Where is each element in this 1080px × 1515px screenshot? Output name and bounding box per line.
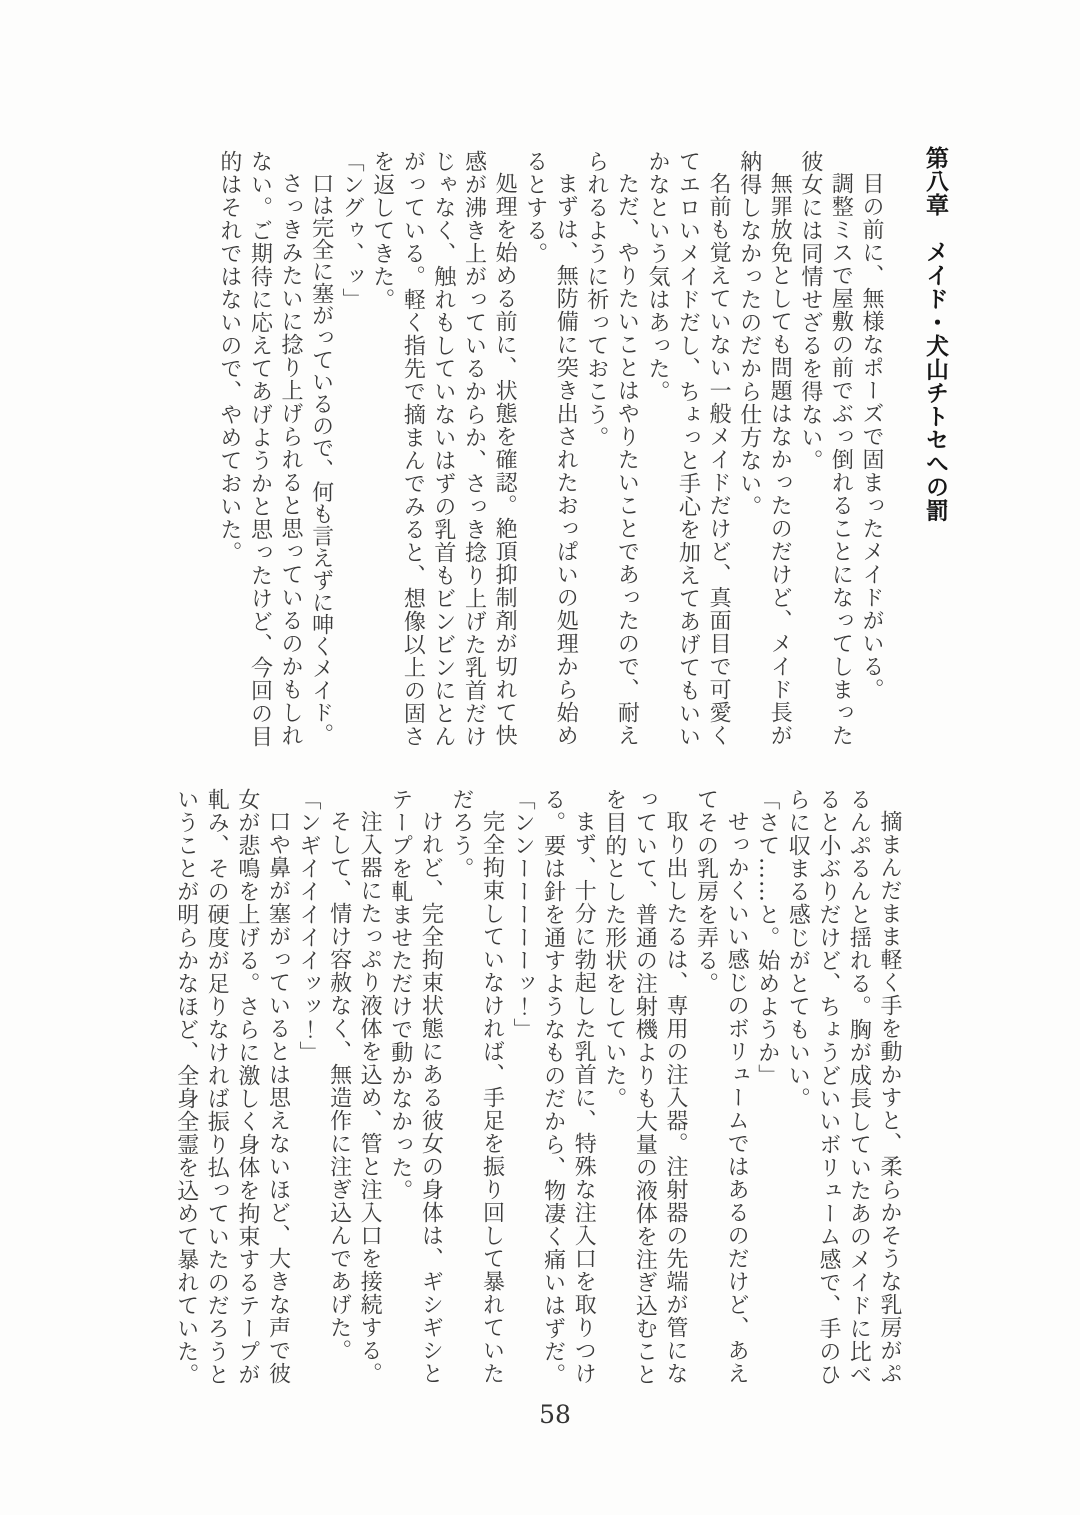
paragraph: そして、情け容赦なく、無造作に注ぎ込んであげた。 [326,810,352,1362]
paragraph: 処理を始める前に、状態を確認。絶頂抑制剤が切れて快感が沸き上がっているからか、さっき捻り上げた乳首だけじゃなく、触れもしていないはずの乳首もビンビンにとんがっている。軽く指先で摘まんでみると、想像以上の固さを返してきた。 [369,150,518,748]
paragraph: 口は完全に塞がっているので、何も言えずに呻くメイド。 [308,172,334,746]
page-number: 58 [539,1400,571,1429]
paragraph: 無罪放免としても問題はなかったのだけど、メイド長が納得しなかったのだから仕方ない。 [736,150,793,747]
paragraph: けれど、完全拘束状態にある彼女の身体は、ギシギシとテープを軋ませただけで動かなかった。 [387,788,444,1385]
text-block-top [213,150,886,750]
paragraph: ただ、やりたいことはやりたいことであったので、耐えられるように祈っておこう。 [583,150,640,747]
paragraph: 目の前に、無様なポーズで固まったメイドがいる。 [859,172,884,701]
paragraph: 「さて……と。始めようか」 [754,788,780,1087]
paragraph: 摘まんだまま軽く手を動かすと、柔らかそうな乳房がぷるんぷるんと揺れる。胸が成長していたあのメイドに比べると小ぶりだけど、ちょうどいいボリューム感で、手のひらに収まる感じがとてもいい。 [785,788,902,1386]
paragraph: 取り出したるは、専用の注入器。注射器の先端が管になっていて、普通の注射機よりも大量の液体を注ぎ込むことを目的とした形状をしていた。 [601,788,688,1386]
paragraph: 口や鼻が塞がっているとは思えないほど、大きな声で彼女が悲鳴を上げる。さらに激しく身体を拘束するテープが軋み、その硬度が足りなければ振り払っていたのだろうということが明らかなほど、全身全霊を込めて暴れていた。 [173,788,291,1386]
paragraph: 「ンンーーーーーッ！」 [510,788,536,1041]
paragraph: 「ングゥ、ッ」 [339,150,365,311]
paragraph: まずは、無防備に突き出されたおっぱいの処理から始めるとする。 [522,150,579,747]
paragraph: 「ンギイイイイイッッ！」 [296,788,322,1064]
chapter-title: 第八章 メイド・犬山チトセへの罰 [922,146,948,522]
paragraph: 完全拘束していなければ、手足を振り回して暴れていただろう。 [448,788,505,1385]
paragraph: せっかくいい感じのボリュームではあるのだけど、あえてその乳房を弄る。 [693,788,750,1385]
paragraph: 名前も覚えていない一般メイドだけど、真面目で可愛くてエロいメイドだし、ちょっと手心を加えてあげてもいいかなという気はあった。 [644,150,732,748]
paragraph: 注入器にたっぷり液体を込め、管と注入口を接続する。 [357,810,383,1385]
text-block-bottom [170,788,904,1388]
paragraph: さっきみたいに捻り上げられると思っているのかもしれない。ご期待に応えてあげようかと思ったけど、今回の目的はそれではないので、やめておいた。 [216,150,304,748]
paragraph: 調整ミスで屋敷の前でぶっ倒れることになってしまった彼女には同情せざるを得ない。 [797,150,854,747]
paragraph: まず、十分に勃起した乳首に、特殊な注入口を取りつける。要は針を通すようなものだから、物凄く痛いはずだ。 [540,788,597,1386]
